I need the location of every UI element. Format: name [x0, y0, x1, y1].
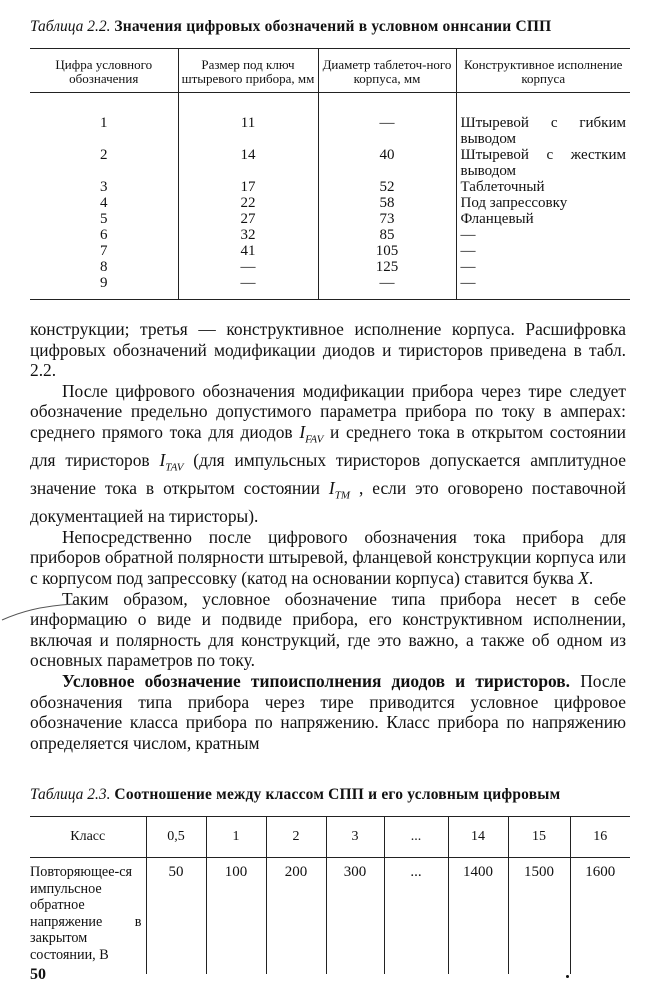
table-cell: 22 [178, 195, 318, 211]
table-cell: 3 [100, 179, 108, 195]
table-cell: 27 [178, 211, 318, 227]
page-number: 50 [30, 966, 46, 983]
table-row [30, 259, 630, 275]
table-cell: — [456, 259, 630, 275]
table-2-2-header-cell: Размер под ключ штыревого прибора, мм [178, 49, 318, 93]
table-cell: 8 [100, 259, 108, 275]
table-cell: 6 [100, 227, 108, 243]
table-2-2-label: Таблица 2.2. [30, 18, 111, 35]
class-cell: 1 [206, 817, 266, 858]
voltage-label: Повторяющее-ся импульсное обратное напряжение в закрытом состоянии, В [30, 864, 142, 963]
table-cell: — [456, 243, 630, 259]
voltage-cell: 1400 [448, 858, 508, 975]
table-row [30, 179, 630, 195]
table-2-3-label: Таблица 2.3. [30, 786, 111, 803]
class-cell: 16 [570, 817, 630, 858]
voltage-cell: 200 [266, 858, 326, 975]
voltage-cell: 300 [326, 858, 384, 975]
table-row [30, 195, 630, 211]
table-cell: 14 [178, 147, 318, 179]
paragraph-3: Непосредственно после цифрового обозначения тока прибора для приборов обратной полярности штыревой, фланцевой конструкции корпуса или с корпусом под запрессовку (катод на основании корпуса) ставится буква X. [30, 526, 626, 588]
table-cell: 85 [318, 227, 456, 243]
table-cell: 7 [100, 243, 108, 259]
class-label: Класс [30, 817, 146, 858]
table-2-3-class-row [30, 817, 630, 858]
class-cell: 15 [508, 817, 570, 858]
paragraph-5-heading: Условное обозначение типоисполнения диодов и тиристоров. [62, 670, 571, 691]
voltage-cell: ... [384, 858, 448, 975]
body-text [30, 319, 626, 753]
table-2-2-caption [30, 18, 639, 36]
table-2-2-header-cell: Диаметр таблеточ-ного корпуса, мм [318, 49, 456, 93]
table-cell: 1 [100, 115, 108, 131]
voltage-cell: 50 [146, 858, 206, 975]
table-2-3-caption [30, 786, 639, 804]
table-cell: 32 [178, 227, 318, 243]
table-cell: — [318, 93, 456, 148]
paragraph-5: Условное обозначение типоисполнения диодов и тиристоров. После обозначения типа прибора через тире приводится условное цифровое обозначение класса прибора по напряжению. Класс прибора по напряжению определяется числом, кратным [30, 670, 627, 753]
paragraph-1: конструкции; третья — конструктивное исполнение корпуса. Расшифровка цифровых обозначений модификации диодов и тиристоров приведена в табл. 2.2. [30, 319, 626, 381]
table-cell: 125 [318, 259, 456, 275]
voltage-cell: 100 [206, 858, 266, 975]
table-cell: — [456, 275, 630, 300]
table-2-2-header-cell: Конструктивное исполнение корпуса [456, 49, 630, 93]
table-row [30, 243, 630, 259]
table-row [30, 93, 630, 148]
table-cell: 11 [178, 93, 318, 148]
table-cell: 73 [318, 211, 456, 227]
table-2-3-voltage-row [30, 858, 630, 975]
table-cell: 17 [178, 179, 318, 195]
voltage-cell: 1600 [570, 858, 630, 975]
table-2-2 [30, 48, 630, 300]
symbol-i-tm: $I_{TM}$ [328, 478, 350, 502]
pencil-mark [0, 590, 80, 630]
class-cell: 3 [326, 817, 384, 858]
table-2-2-header-row [30, 49, 630, 93]
class-cell: 2 [266, 817, 326, 858]
table-cell: — [178, 275, 318, 300]
table-2-2-header-cell: Цифра условного обозначения [30, 49, 178, 93]
letter-x: X [578, 567, 589, 588]
class-cell: ... [384, 817, 448, 858]
class-cell: 14 [448, 817, 508, 858]
table-cell: Таблеточный [456, 179, 630, 195]
table-cell: 52 [318, 179, 456, 195]
table-cell: 9 [30, 275, 178, 300]
symbol-i-tav: $I_{TAV}$ [159, 450, 184, 474]
symbol-i-fav: $I_{FAV}$ [299, 421, 324, 446]
table-cell: 4 [100, 195, 108, 211]
table-cell: Под запрессовку [456, 195, 630, 211]
table-cell: 41 [178, 243, 318, 259]
table-cell: Штыревой с гибким выводом [456, 93, 630, 148]
table-cell: 2 [100, 147, 108, 163]
table-2-3 [30, 816, 630, 974]
table-2-2-title: Значения цифровых обозначений в условном оннсании СПП [114, 18, 552, 35]
paragraph-2: После цифрового обозначения модификации прибора через тире следует обозначение предельно допустимого параметра прибора по току в амперах: среднего прямого тока для диодов $I_{FAV}$ и среднего тока в открытом состоянии для тиристоров $I_{TAV}$ (для импульсных тиристоров допускается амплитудное значение тока в открытом состоянии $I_{TM}$ , если это оговорено поставочной документацией на тиристоры). [30, 380, 626, 527]
table-cell: 58 [318, 195, 456, 211]
table-cell: 40 [318, 147, 456, 179]
voltage-cell: 1500 [508, 858, 570, 975]
speck [566, 975, 569, 978]
table-row [30, 147, 630, 179]
table-cell: Фланцевый [456, 211, 630, 227]
table-row [30, 227, 630, 243]
table-row [30, 275, 630, 300]
table-cell: 105 [318, 243, 456, 259]
class-cell: 0,5 [146, 817, 206, 858]
paragraph-4: Таким образом, условное обозначение типа прибора несет в себе информацию о виде и подвиде прибора, его конструктивном исполнении, включая и полярность для конструкций, где это важно, а также об одном из основных параметров по току. [30, 588, 626, 671]
table-cell: — [318, 275, 456, 300]
table-cell: — [456, 227, 630, 243]
table-cell: Штыревой с жестким выводом [456, 147, 630, 179]
table-2-3-title: Соотношение между классом СПП и его условным цифровым [114, 786, 561, 803]
table-cell: — [178, 259, 318, 275]
table-row [30, 211, 630, 227]
table-cell: 5 [100, 211, 108, 227]
